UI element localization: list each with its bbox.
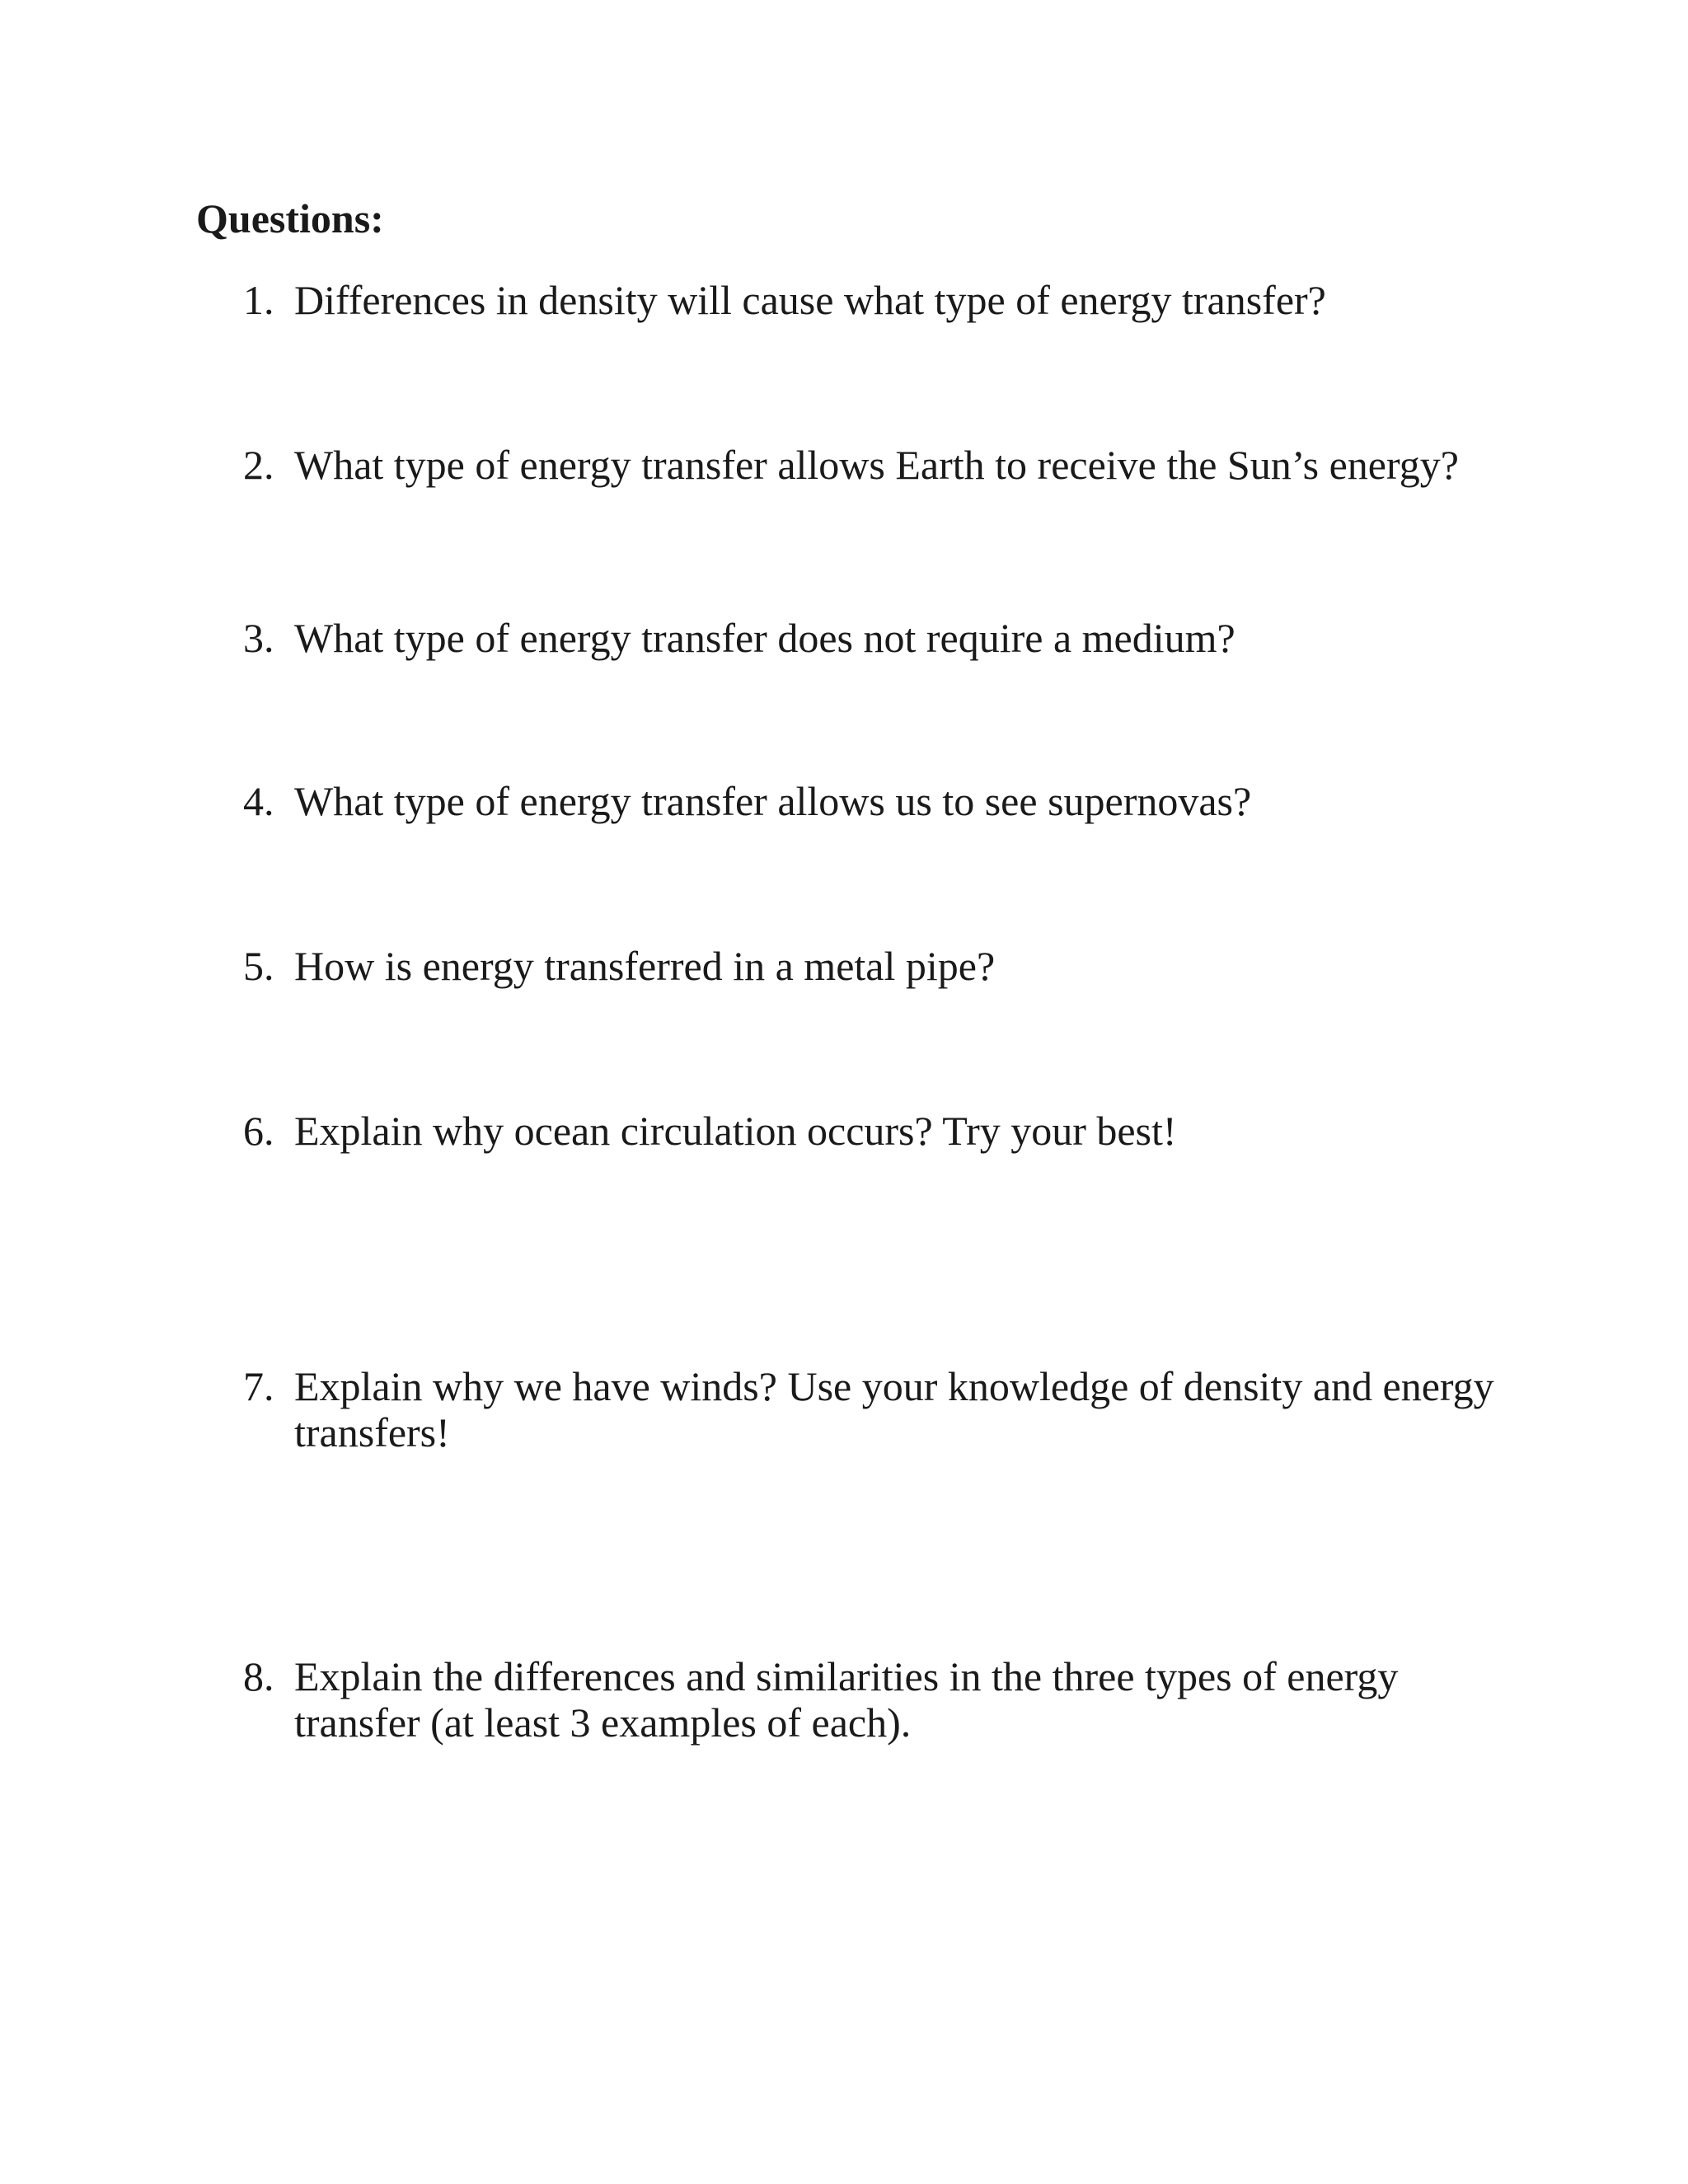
question-4	[243, 778, 1529, 824]
question-3	[243, 615, 1529, 661]
question-number: 8.	[243, 1653, 274, 1699]
question-text: What type of energy transfer does not require a medium?	[294, 615, 1236, 661]
question-text: Explain why we have winds? Use your knowledge of density and energy transfers!	[294, 1363, 1494, 1455]
question-7	[243, 1363, 1529, 1455]
question-number: 3.	[243, 615, 274, 661]
question-number: 2.	[243, 442, 274, 488]
question-number: 1.	[243, 277, 274, 323]
question-6	[243, 1108, 1529, 1154]
question-text: What type of energy transfer allows us to see supernovas?	[294, 778, 1252, 824]
question-text: How is energy transferred in a metal pipe?	[294, 943, 996, 989]
question-1	[243, 277, 1529, 323]
question-5	[243, 943, 1529, 989]
question-text: What type of energy transfer allows Earth to receive the Sun’s energy?	[294, 442, 1459, 488]
question-number: 6.	[243, 1108, 274, 1154]
question-text: Differences in density will cause what type of energy transfer?	[294, 277, 1326, 323]
question-number: 5.	[243, 943, 274, 989]
page-title: Questions:	[196, 195, 384, 241]
question-8	[243, 1653, 1529, 1746]
question-text: Explain why ocean circulation occurs? Try your best!	[294, 1108, 1177, 1154]
question-number: 7.	[243, 1363, 274, 1409]
question-number: 4.	[243, 778, 274, 824]
question-text: Explain the differences and similarities in the three types of energy transfer (at least 3 examples of each).	[294, 1653, 1399, 1746]
question-2	[243, 442, 1529, 488]
